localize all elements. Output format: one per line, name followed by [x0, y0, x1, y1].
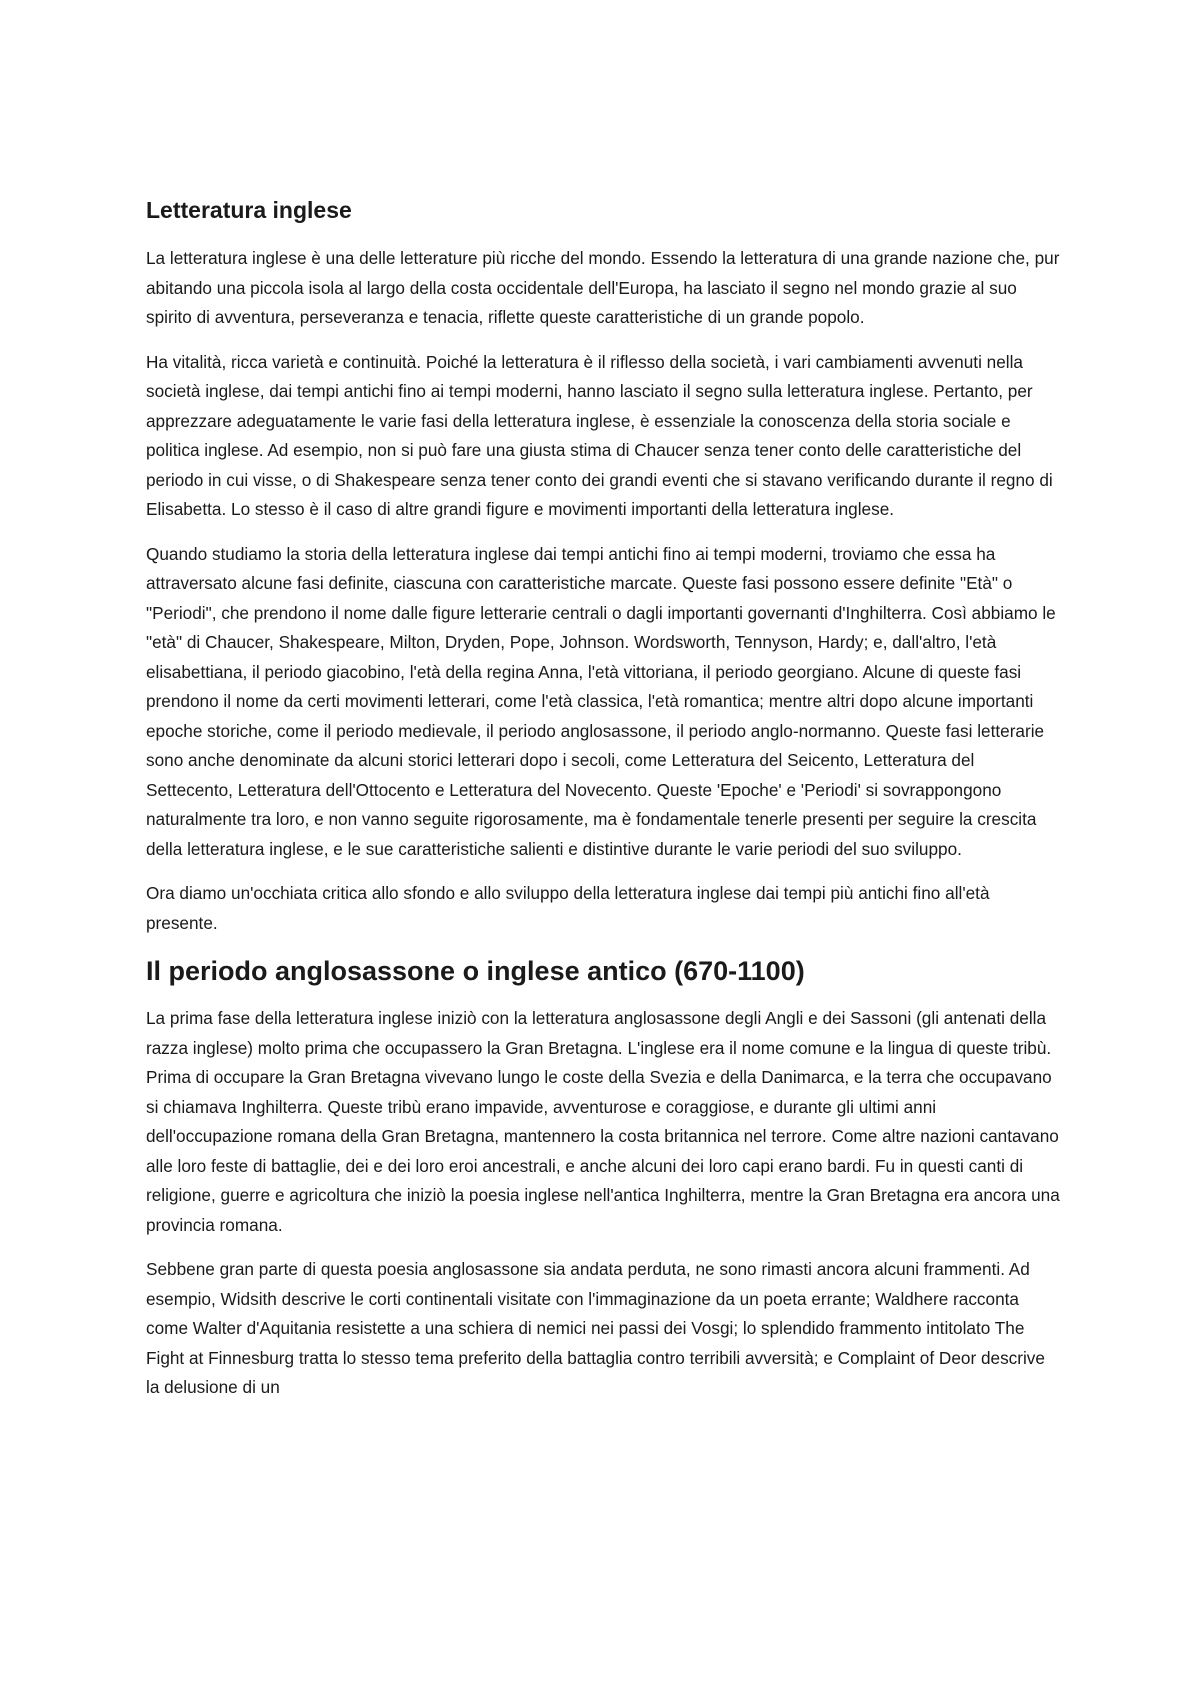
paragraph: La letteratura inglese è una delle letterature più ricche del mondo. Essendo la letteratura di una grande nazione che, pur abitando una piccola isola al largo della costa occidentale dell'Europa, ha lasciato il segno nel mondo grazie al suo spirito di avventura, perseveranza e tenacia, riflette queste caratteristiche di un grande popolo. [146, 248, 1060, 327]
section-heading: Il periodo anglosassone o inglese antico (670-1100) [146, 956, 805, 986]
document-page [146, 195, 1061, 1418]
paragraph: Quando studiamo la storia della letteratura inglese dai tempi antichi fino ai tempi moderni, troviamo che essa ha attraversato alcune fasi definite, ciascuna con caratteristiche marcate. Queste fasi possono essere definite "Età" o "Periodi", che prendono il nome dalle figure letterarie centrali o dagli importanti governanti d'Inghilterra. Così abbiamo le "età" di Chaucer, Shakespeare, Milton, Dryden, Pope, Johnson. Wordsworth, Tennyson, Hardy; e, dall'altro, l'età elisabettiana, il periodo giacobino, l'età della regina Anna, l'età vittoriana, il periodo georgiano. Alcune di queste fasi prendono il nome da certi movimenti letterari, come l'età classica, l'età romantica; mentre altri dopo alcune importanti epoche storiche, come il periodo medievale, il periodo anglosassone, il periodo anglo-normanno. Queste fasi letterarie sono anche denominate da alcuni storici letterari dopo i secoli, come Letteratura del Seicento, Letteratura del Settecento, Letteratura dell'Ottocento e Letteratura del Novecento. Queste 'Epoche' e 'Periodi' si sovrappongono naturalmente tra loro, e non vanno seguite rigorosamente, ma è fondamentale tenerle presenti per seguire la crescita della letteratura inglese, e le sue caratteristiche salienti e distintive durante le varie periodi del suo sviluppo. [146, 543, 1056, 859]
paragraph: Ha vitalità, ricca varietà e continuità. Poiché la letteratura è il riflesso della società, i vari cambiamenti avvenuti nella società inglese, dai tempi antichi fino ai tempi moderni, hanno lasciato il segno sulla letteratura inglese. Pertanto, per apprezzare adeguatamente le varie fasi della letteratura inglese, è essenziale la conoscenza della storia sociale e politica inglese. Ad esempio, non si può fare una giusta stima di Chaucer senza tener conto delle caratteristiche del periodo in cui visse, o di Shakespeare senza tener conto dei grandi eventi che si stavano verificando durante il regno di Elisabetta. Lo stesso è il caso di altre grandi figure e movimenti importanti della letteratura inglese. [146, 351, 1053, 519]
paragraph: Ora diamo un'occhiata critica allo sfondo e allo sviluppo della letteratura inglese dai tempi più antichi fino all'età presente. [146, 883, 990, 933]
document-title: Letteratura inglese [146, 197, 352, 223]
paragraph: Sebbene gran parte di questa poesia anglosassone sia andata perduta, ne sono rimasti ancora alcuni frammenti. Ad esempio, Widsith descrive le corti continentali visitate con l'immaginazione da un poeta errante; Waldhere racconta come Walter d'Aquitania resistette a una schiera di nemici nei passi dei Vosgi; lo splendido frammento intitolato The Fight at Finnesburg tratta lo stesso tema preferito della battaglia contro terribili avversità; e Complaint of Deor descrive la delusione di un [146, 1259, 1045, 1397]
paragraph: La prima fase della letteratura inglese iniziò con la letteratura anglosassone degli Angli e dei Sassoni (gli antenati della razza inglese) molto prima che occupassero la Gran Bretagna. L'inglese era il nome comune e la lingua di queste tribù. Prima di occupare la Gran Bretagna vivevano lungo le coste della Svezia e della Danimarca, e la terra che occupavano si chiamava Inghilterra. Queste tribù erano impavide, avventurose e coraggiose, e durante gli ultimi anni dell'occupazione romana della Gran Bretagna, mantennero la costa britannica nel terrore. Come altre nazioni cantavano alle loro feste di battaglie, dei e dei loro eroi ancestrali, e anche alcuni dei loro capi erano bardi. Fu in questi canti di religione, guerre e agricoltura che iniziò la poesia inglese nell'antica Inghilterra, mentre la Gran Bretagna era ancora una provincia romana. [146, 1008, 1060, 1235]
